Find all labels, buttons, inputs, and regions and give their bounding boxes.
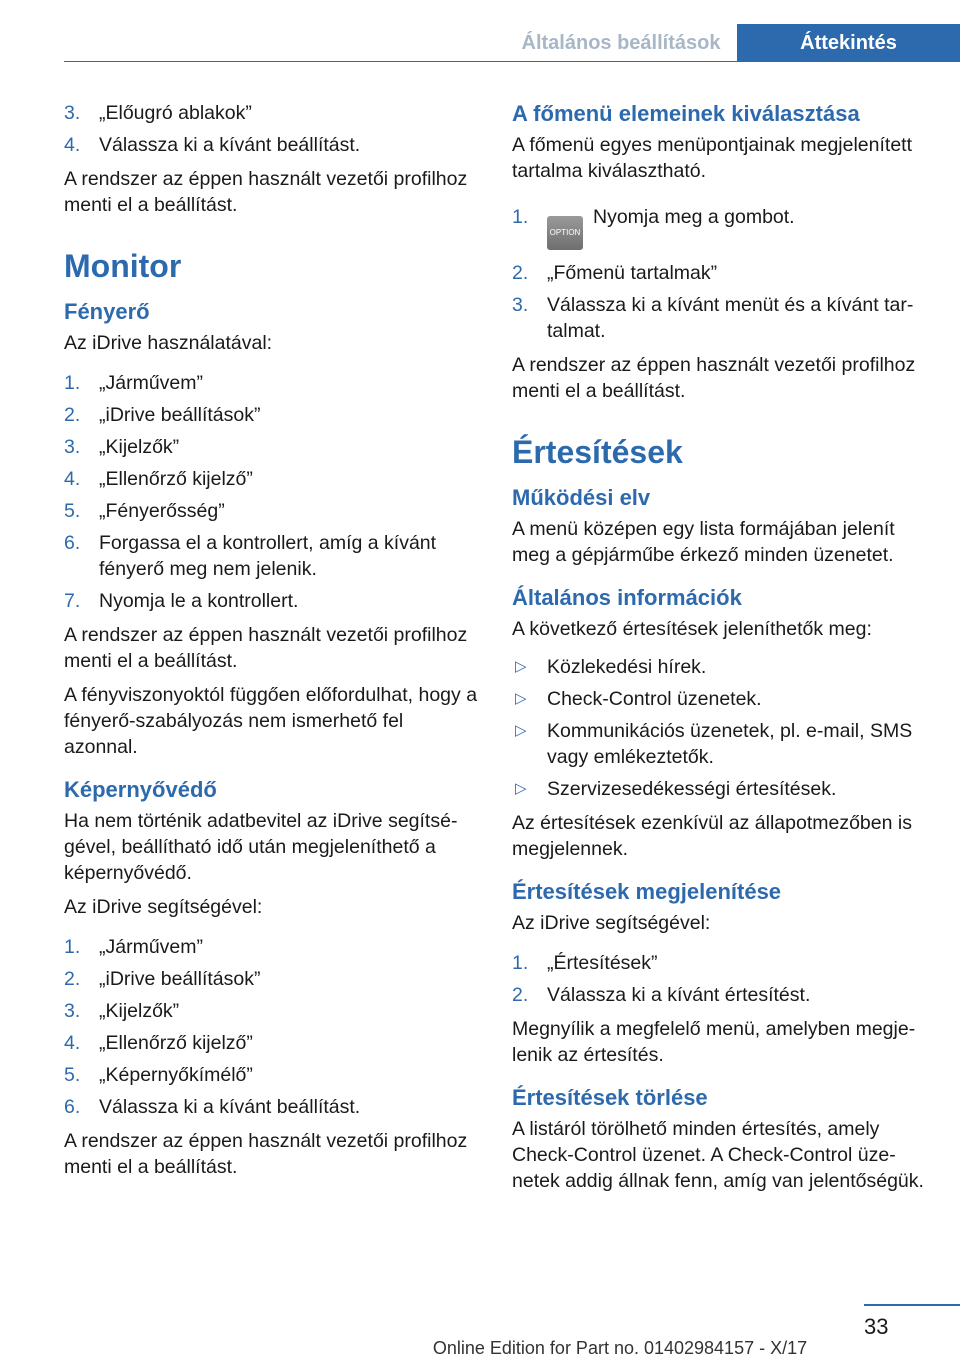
step-number: 3.: [64, 1000, 81, 1022]
section-title-ertesitesek: Értesítések: [512, 434, 683, 470]
list-item: [64, 934, 478, 960]
left-column: [64, 100, 478, 1188]
step-text: „Ellenőrző kijelző”: [99, 1032, 253, 1054]
paragraph: Ha nem történik adatbevitel az iDrive segítségével, beállítható idő után megjeleníthető a képernyővédő.: [64, 810, 458, 884]
option-button-icon: OPTION: [547, 216, 583, 250]
bullet-text: Közlekedési hírek.: [547, 656, 707, 678]
footer-edition: Online Edition for Part no. 01402984157 - X/17: [432, 1338, 808, 1358]
bullet-text: Szervizesedékességi értesítések.: [547, 778, 837, 800]
subsection-title-kepernyovedo: Képernyővédő: [64, 777, 217, 802]
step-number: 3.: [64, 436, 81, 458]
list-item: [64, 402, 478, 428]
paragraph: A listáról törölhető minden értesítés, amely Check-Control üzenet. A Check-Control üzenetek addig állnak fenn, amíg van jelentőségük.: [512, 1118, 924, 1192]
list-item: [64, 998, 478, 1024]
step-number: 6.: [64, 1096, 81, 1118]
step-number: 1.: [64, 936, 81, 958]
list-item: [512, 776, 932, 802]
step-number: 1.: [64, 372, 81, 394]
paragraph: A fényviszonyoktól függően előfordulhat, hogy a fényerő-szabályozás nem ismerhető fel azonnal.: [64, 684, 478, 758]
right-column: [512, 100, 932, 1202]
paragraph: A rendszer az éppen használt vezetői profilhoz menti el a beállítást.: [64, 168, 468, 216]
footer-rule: [864, 1304, 960, 1306]
step-text: Válassza ki a kívánt beállítást.: [99, 1096, 361, 1118]
notification-types-list: [512, 654, 932, 802]
list-item: [512, 686, 932, 712]
step-text: „Járművem”: [99, 372, 204, 394]
list-item: [64, 434, 478, 460]
subsection-title-fomenu: A főmenü elemeinek kiválasztása: [512, 101, 860, 126]
list-item: [64, 1094, 478, 1120]
step-text: „Előugró ablakok”: [99, 102, 252, 124]
paragraph: A rendszer az éppen használt vezetői profilhoz menti el a beállítást.: [64, 1130, 468, 1178]
step-text: „Kijelzők”: [99, 1000, 180, 1022]
step-number: 4.: [64, 1032, 81, 1054]
list-item: [64, 100, 478, 126]
header-chapter-tab: Áttekintés: [737, 24, 960, 62]
paragraph: A főmenü egyes menüpontjainak megjelenített tartalma kiválasztható.: [512, 134, 913, 182]
intro-steps: [64, 100, 478, 158]
subsection-title-megjelenites: Értesítések megjelenítése: [512, 879, 782, 904]
step-number: 2.: [64, 404, 81, 426]
step-text: Válassza ki a kívánt menüt és a kívánt tartalmat.: [547, 294, 914, 342]
step-number: 5.: [64, 500, 81, 522]
step-text: „iDrive beállítások”: [99, 404, 261, 426]
step-text: Forgassa el a kontrollert, amíg a kívánt fényerő meg nem jelenik.: [99, 532, 437, 580]
paragraph: Megnyílik a megfelelő menü, amelyben megjelenik az értesítés.: [512, 1018, 916, 1066]
step-text: „Ellenőrző kijelző”: [99, 468, 253, 490]
step-number: 3.: [64, 102, 81, 124]
step-text: Nyomja le a kontrollert.: [99, 590, 299, 612]
triangle-bullet-icon: ▷: [515, 690, 527, 707]
list-item: [64, 588, 478, 614]
step-number: 7.: [64, 590, 81, 612]
paragraph: A menü középen egy lista formájában jelenít meg a gépjárműbe érkező minden üzenetet.: [512, 518, 895, 566]
triangle-bullet-icon: ▷: [515, 722, 527, 739]
list-item: [64, 1030, 478, 1056]
step-number: 2.: [64, 968, 81, 990]
megjelenites-steps: [512, 950, 932, 1008]
paragraph: A rendszer az éppen használt vezetői profilhoz menti el a beállítást.: [512, 354, 916, 402]
step-text: „Fényerősség”: [99, 500, 225, 522]
step-text: „Képernyőkímélő”: [99, 1064, 253, 1086]
paragraph: Az iDrive használatával:: [64, 332, 273, 354]
list-item: [64, 530, 478, 582]
list-item: [64, 132, 478, 158]
list-item: [64, 498, 478, 524]
step-text: Nyomja meg a gombot.: [593, 206, 795, 228]
step-number: 3.: [512, 294, 529, 316]
subsection-title-torlese: Értesítések törlése: [512, 1085, 708, 1110]
step-text: „Kijelzők”: [99, 436, 180, 458]
bullet-text: Kommunikációs üzenetek, pl. e-mail, SMS vagy emlékeztetők.: [547, 720, 913, 768]
paragraph: A rendszer az éppen használt vezetői profilhoz menti el a beállítást.: [64, 624, 468, 672]
list-item: [64, 1062, 478, 1088]
list-item: [64, 370, 478, 396]
paragraph: Az iDrive segítségével:: [64, 896, 263, 918]
step-text: „Járművem”: [99, 936, 204, 958]
triangle-bullet-icon: ▷: [515, 780, 527, 797]
list-item: [512, 982, 932, 1008]
step-text: „iDrive beállítások”: [99, 968, 261, 990]
step-number: 4.: [64, 134, 81, 156]
step-number: 1.: [512, 952, 529, 974]
step-text: „Főmenü tartalmak”: [547, 262, 718, 284]
step-number: 2.: [512, 984, 529, 1006]
list-item: [64, 466, 478, 492]
list-item: [512, 950, 932, 976]
step-text: Válassza ki a kívánt beállítást.: [99, 134, 361, 156]
list-item: [512, 292, 932, 344]
paragraph: Az iDrive segítségével:: [512, 912, 711, 934]
step-number: 6.: [64, 532, 81, 554]
header-section-title: Általános beállítások: [521, 32, 721, 54]
fomenu-steps: [512, 204, 932, 344]
step-text: „Értesítések”: [547, 952, 658, 974]
step-number: 5.: [64, 1064, 81, 1086]
paragraph: Az értesítések ezenkívül az állapotmezőben is megjelennek.: [512, 812, 912, 860]
step-text: Válassza ki a kívánt értesítést.: [547, 984, 811, 1006]
list-item: [512, 654, 932, 680]
step-number: 4.: [64, 468, 81, 490]
subsection-title-altalanos: Általános információk: [512, 585, 742, 610]
subsection-title-mukodesi-elv: Működési elv: [512, 485, 651, 510]
kepernyovedo-steps: [64, 934, 478, 1120]
header-rule: [64, 61, 960, 62]
list-item: [512, 260, 932, 286]
bullet-text: Check-Control üzenetek.: [547, 688, 762, 710]
page-header: [0, 0, 960, 64]
list-item: [512, 718, 932, 770]
paragraph: A következő értesítések jeleníthetők meg:: [512, 618, 872, 640]
fenyero-steps: [64, 370, 478, 614]
page-number: 33: [864, 1314, 889, 1339]
list-item: [512, 204, 932, 250]
triangle-bullet-icon: ▷: [515, 658, 527, 675]
list-item: [64, 966, 478, 992]
step-number: 2.: [512, 262, 529, 284]
section-title-monitor: Monitor: [64, 248, 182, 284]
step-number: 1.: [512, 206, 529, 228]
subsection-title-fenyero: Fényerő: [64, 299, 150, 324]
